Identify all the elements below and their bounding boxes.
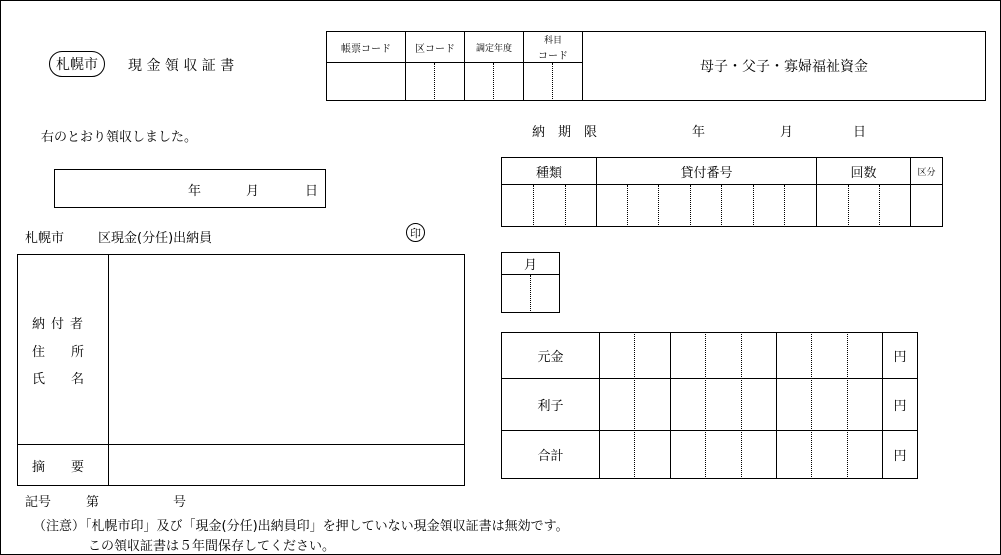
loan-col-type: 種類 <box>535 165 562 181</box>
officer-seal-text: 印 <box>410 226 421 240</box>
label-summary: 摘 要 <box>32 460 85 475</box>
loan-col-number: 貸付番号 <box>680 165 733 181</box>
record-go: 号 <box>173 495 187 510</box>
deadline-year: 年 <box>692 125 706 140</box>
amount-unit-interest: 円 <box>893 399 907 414</box>
label-address: 住 所 <box>32 345 85 360</box>
header-item: 科目 <box>543 35 562 46</box>
amount-unit-total: 円 <box>893 449 907 464</box>
header-code: コード <box>538 50 568 62</box>
city-seal <box>49 51 105 77</box>
city-seal-text: 札幌市 <box>56 57 98 73</box>
label-payer: 納付者 <box>32 317 90 332</box>
officer-city: 札幌市 <box>25 231 65 246</box>
receipt-date-month: 月 <box>246 184 260 199</box>
fund-name: 母子・父子・寡婦福祉資金 <box>700 59 868 75</box>
record-dai: 第 <box>86 495 100 510</box>
month-box-label: 月 <box>523 258 537 273</box>
form-title: 現 金 領 収 証 書 <box>128 58 235 74</box>
loan-col-class: 区分 <box>917 167 936 178</box>
amount-label-interest: 利子 <box>537 399 564 414</box>
header-fiscal-year: 調定年度 <box>475 43 512 54</box>
note-line-2: この領収証書は５年間保存してください。 <box>88 539 336 554</box>
note-line-1: （注意）「札幌市印」及び「現金(分任)出納員印」を押していない現金領収証書は無効です。 <box>33 519 569 534</box>
header-ward-code: 区コード <box>415 43 455 55</box>
record-label: 記号 <box>25 495 52 510</box>
amount-label-principal: 元金 <box>537 350 564 365</box>
amount-unit-principal: 円 <box>893 350 907 365</box>
amount-label-total: 合計 <box>537 449 564 464</box>
header-slip-code: 帳票コード <box>341 43 391 55</box>
receipt-date-year: 年 <box>188 184 202 199</box>
loan-col-count: 回数 <box>850 165 877 181</box>
deadline-label: 納 期 限 <box>532 125 598 140</box>
deadline-day: 日 <box>853 125 867 140</box>
deadline-month: 月 <box>780 125 794 140</box>
officer-seal-mark <box>406 223 425 242</box>
payer-table <box>17 254 465 486</box>
label-name: 氏 名 <box>32 372 85 387</box>
officer-title: 区現金(分任)出納員 <box>98 231 213 246</box>
receipt-statement: 右のとおり領収しました。 <box>41 130 198 145</box>
receipt-date-day: 日 <box>305 184 319 199</box>
